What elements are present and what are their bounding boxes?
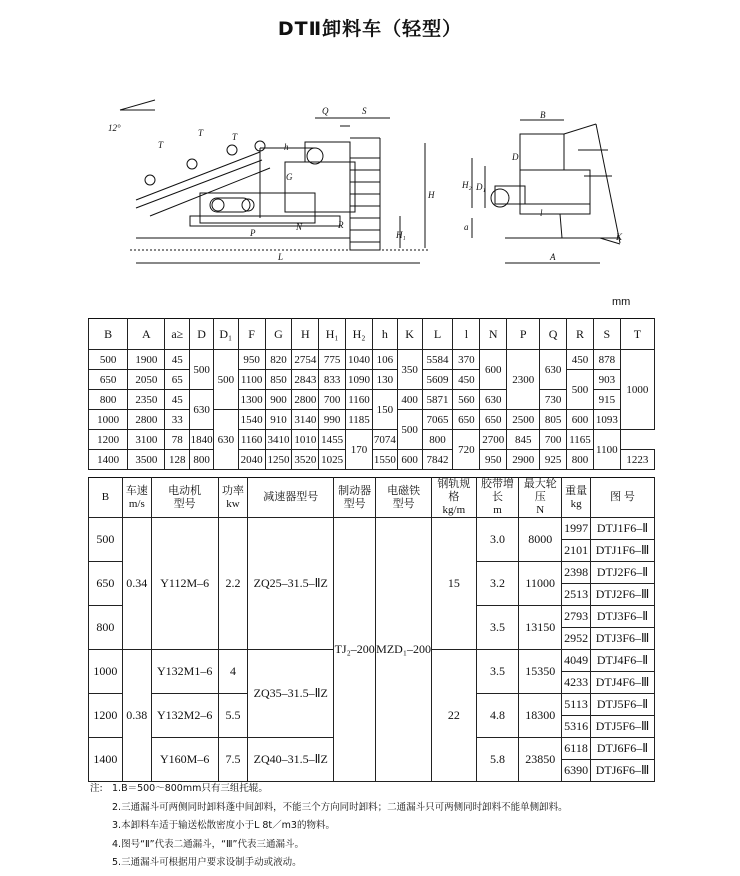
cell: 800 bbox=[89, 390, 128, 410]
table-header-row bbox=[89, 319, 655, 350]
cell: 500 bbox=[567, 370, 594, 410]
header-wheel bbox=[519, 478, 562, 518]
header-N: N bbox=[480, 319, 507, 350]
label-D1: D₁ bbox=[476, 182, 486, 192]
cell: 450 bbox=[453, 370, 480, 390]
label-B: B bbox=[540, 110, 546, 120]
cell: 2.2 bbox=[218, 518, 248, 650]
cell: DTJ2F6–Ⅱ bbox=[591, 562, 655, 584]
side-view-drawing bbox=[120, 100, 620, 263]
header-L: L bbox=[422, 319, 453, 350]
cell: 630 bbox=[190, 390, 214, 430]
header-rail-text: 钢轨规格 kg/m bbox=[437, 478, 471, 516]
cell: 5609 bbox=[422, 370, 453, 390]
cell: 1000 bbox=[89, 410, 128, 430]
label-L: L bbox=[278, 252, 284, 262]
cell: DTJ1F6–Ⅱ bbox=[591, 518, 655, 540]
label-N: N bbox=[296, 222, 303, 232]
cell: 950 bbox=[480, 450, 507, 470]
header-H2: H₂ bbox=[346, 319, 373, 350]
cell: 3520 bbox=[292, 450, 319, 470]
cell: 7842 bbox=[422, 450, 453, 470]
cell: Y132M1–6 bbox=[151, 650, 218, 694]
cell: 2300 bbox=[507, 350, 540, 410]
cell: 800 bbox=[422, 430, 453, 450]
cell: 850 bbox=[265, 370, 292, 390]
header-drawing-no: 图 号 bbox=[591, 478, 655, 518]
cell: 2050 bbox=[128, 370, 165, 390]
note-item: 5.三通漏斗可根据用户要求设制手动或液动。 bbox=[112, 857, 302, 868]
header-B: B bbox=[89, 319, 128, 350]
cell: 600 bbox=[480, 350, 507, 390]
cell: DTJ5F6–Ⅲ bbox=[591, 716, 655, 738]
cell: 700 bbox=[540, 430, 567, 450]
cell: 1010 bbox=[292, 430, 319, 450]
page-title: DTⅡ卸料车（轻型） bbox=[277, 18, 463, 40]
cell: 130 bbox=[372, 370, 397, 390]
cell: 990 bbox=[319, 410, 346, 430]
cell: 1540 bbox=[238, 410, 265, 430]
header-a: a≥ bbox=[165, 319, 190, 350]
header-T: T bbox=[620, 319, 654, 350]
cell: 2800 bbox=[292, 390, 319, 410]
cell: 6118 bbox=[562, 738, 591, 760]
header-D1: D₁ bbox=[213, 319, 238, 350]
cell: TJ₂–200 bbox=[334, 518, 376, 782]
note-item: 3.本卸料车适于输送松散密度小于L 8t／m3的物料。 bbox=[112, 820, 335, 831]
label-P: P bbox=[250, 228, 256, 238]
cell: 5316 bbox=[562, 716, 591, 738]
cell: 65 bbox=[165, 370, 190, 390]
header-power bbox=[218, 478, 248, 518]
cell: ZQ35–31.5–ⅡZ bbox=[248, 650, 334, 738]
header-F: F bbox=[238, 319, 265, 350]
cell: DTJ3F6–Ⅱ bbox=[591, 606, 655, 628]
cell: 0.38 bbox=[122, 650, 151, 782]
label-S: S bbox=[362, 106, 367, 116]
cell: 2398 bbox=[562, 562, 591, 584]
cell: DTJ1F6–Ⅲ bbox=[591, 540, 655, 562]
cell: 630 bbox=[540, 350, 567, 390]
cell: 6390 bbox=[562, 760, 591, 782]
cell: 7074 bbox=[372, 430, 397, 450]
cell: 7065 bbox=[422, 410, 453, 430]
header-belt bbox=[476, 478, 519, 518]
cell: 1000 bbox=[620, 350, 654, 430]
header-reducer: 减速器型号 bbox=[248, 478, 334, 518]
label-D: D bbox=[512, 152, 519, 162]
cell: 23850 bbox=[519, 738, 562, 782]
label-T2: T bbox=[198, 128, 204, 138]
cell: 1997 bbox=[562, 518, 591, 540]
cell: 7.5 bbox=[218, 738, 248, 782]
header-rail bbox=[432, 478, 477, 518]
cell: 2843 bbox=[292, 370, 319, 390]
cell: 800 bbox=[190, 450, 214, 470]
cell: 1093 bbox=[593, 410, 620, 430]
cell: 400 bbox=[397, 390, 422, 410]
label-H2: H₂ bbox=[462, 180, 472, 190]
cell: 800 bbox=[567, 450, 594, 470]
cell: 1185 bbox=[346, 410, 373, 430]
header-wheel-text: 最大轮压 N bbox=[523, 478, 557, 516]
cell: 4.8 bbox=[476, 694, 519, 738]
cell: DTJ6F6–Ⅱ bbox=[591, 738, 655, 760]
cell: 2500 bbox=[507, 410, 540, 430]
cell: 1200 bbox=[89, 430, 128, 450]
cell: 1100 bbox=[593, 430, 620, 470]
header-weight-text: 重量 kg bbox=[565, 484, 588, 510]
cell: 45 bbox=[165, 350, 190, 370]
cell: 3.2 bbox=[476, 562, 519, 606]
label-h: h bbox=[284, 142, 289, 152]
header-D: D bbox=[190, 319, 214, 350]
header-A: A bbox=[128, 319, 165, 350]
cell: DTJ5F6–Ⅱ bbox=[591, 694, 655, 716]
header-S: S bbox=[593, 319, 620, 350]
cell: 370 bbox=[453, 350, 480, 370]
cell: 18300 bbox=[519, 694, 562, 738]
cell: 45 bbox=[165, 390, 190, 410]
cell: Y160M–6 bbox=[151, 738, 218, 782]
cell: 5113 bbox=[562, 694, 591, 716]
cell: 128 bbox=[165, 450, 190, 470]
cell: 3100 bbox=[128, 430, 165, 450]
cell: 3.0 bbox=[476, 518, 519, 562]
cell: DTJ4F6–Ⅲ bbox=[591, 672, 655, 694]
cell: 4233 bbox=[562, 672, 591, 694]
cell: 5584 bbox=[422, 350, 453, 370]
note-item: 2.三通漏斗可两侧同时卸料蓬中间卸料，不能三个方向同时卸料；二通漏斗只可两侧同时卸料不能单侧卸料。 bbox=[112, 801, 568, 813]
header-motor-text: 电动机 型号 bbox=[168, 484, 202, 510]
label-K: K bbox=[616, 232, 623, 242]
cell: 33 bbox=[165, 410, 190, 430]
cell: 2900 bbox=[507, 450, 540, 470]
cell: DTJ3F6–Ⅲ bbox=[591, 628, 655, 650]
cell: 925 bbox=[540, 450, 567, 470]
cell: 820 bbox=[265, 350, 292, 370]
note-line bbox=[90, 817, 730, 836]
cell: 3.5 bbox=[476, 606, 519, 650]
cell: 1160 bbox=[238, 430, 265, 450]
cell: 1090 bbox=[346, 370, 373, 390]
cell: 2040 bbox=[238, 450, 265, 470]
label-angle: 12° bbox=[108, 123, 121, 133]
header-P: P bbox=[507, 319, 540, 350]
cell: 500 bbox=[89, 350, 128, 370]
table-row bbox=[89, 518, 655, 540]
header-Q: Q bbox=[540, 319, 567, 350]
cell: 4 bbox=[218, 650, 248, 694]
cell: 900 bbox=[265, 390, 292, 410]
unit-label: mm bbox=[612, 296, 631, 308]
cell: 650 bbox=[453, 410, 480, 430]
spec-table bbox=[88, 477, 655, 782]
cell: 3410 bbox=[265, 430, 292, 450]
cell: 560 bbox=[453, 390, 480, 410]
cell: Y112M–6 bbox=[151, 518, 218, 650]
cell: 5871 bbox=[422, 390, 453, 410]
table-row bbox=[89, 450, 655, 470]
cell: 11000 bbox=[519, 562, 562, 606]
notes bbox=[90, 780, 730, 873]
note-item: 1.B＝500～800mm只有三组托辊。 bbox=[112, 783, 268, 794]
cell: 1223 bbox=[620, 450, 654, 470]
cell: 22 bbox=[432, 650, 477, 782]
cell: 1200 bbox=[89, 694, 123, 738]
cell: 78 bbox=[165, 430, 190, 450]
cell: 1840 bbox=[190, 430, 214, 450]
cell: 3.5 bbox=[476, 650, 519, 694]
label-A: A bbox=[550, 252, 556, 262]
cell: 1900 bbox=[128, 350, 165, 370]
cell: ZQ25–31.5–ⅡZ bbox=[248, 518, 334, 650]
cell: Y132M2–6 bbox=[151, 694, 218, 738]
header-speed bbox=[122, 478, 151, 518]
cell: 650 bbox=[89, 370, 128, 390]
cell: 2793 bbox=[562, 606, 591, 628]
label-T1: T bbox=[158, 140, 164, 150]
cell: 15 bbox=[432, 518, 477, 650]
label-H1: H₁ bbox=[396, 230, 406, 240]
cell: 720 bbox=[453, 430, 480, 470]
header-H: H bbox=[292, 319, 319, 350]
dimension-table bbox=[88, 318, 655, 470]
header-weight bbox=[562, 478, 591, 518]
header-magnet-text: 电磁铁 型号 bbox=[387, 484, 421, 510]
cell: 878 bbox=[593, 350, 620, 370]
cell: 600 bbox=[567, 410, 594, 430]
cell: 730 bbox=[540, 390, 567, 410]
header-magnet bbox=[376, 478, 432, 518]
cell: DTJ2F6–Ⅲ bbox=[591, 584, 655, 606]
header-R: R bbox=[567, 319, 594, 350]
cell: 106 bbox=[372, 350, 397, 370]
cell: 2952 bbox=[562, 628, 591, 650]
cell: 650 bbox=[480, 410, 507, 430]
header-power-text: 功率 kw bbox=[221, 484, 244, 510]
cell: 1165 bbox=[567, 430, 594, 450]
header-G: G bbox=[265, 319, 292, 350]
cell: 2700 bbox=[480, 430, 507, 450]
cell: 1550 bbox=[372, 450, 397, 470]
cell: 2513 bbox=[562, 584, 591, 606]
header-belt-text: 胶带增长 m bbox=[481, 478, 514, 516]
cell: 950 bbox=[238, 350, 265, 370]
header-motor bbox=[151, 478, 218, 518]
cell: 775 bbox=[319, 350, 346, 370]
tripper-drawing bbox=[100, 98, 640, 284]
cell: 903 bbox=[593, 370, 620, 390]
note-line bbox=[90, 780, 730, 799]
cell: 3140 bbox=[292, 410, 319, 430]
cell: 8000 bbox=[519, 518, 562, 562]
cell: 650 bbox=[89, 562, 123, 606]
cell: DTJ6F6–Ⅲ bbox=[591, 760, 655, 782]
notes-prefix: 注: bbox=[90, 783, 103, 794]
cell: 600 bbox=[397, 450, 422, 470]
cell: DTJ4F6–Ⅱ bbox=[591, 650, 655, 672]
label-H: H bbox=[428, 190, 435, 200]
header-H1: H₁ bbox=[319, 319, 346, 350]
cell: 2800 bbox=[128, 410, 165, 430]
cell: 1160 bbox=[346, 390, 373, 410]
cell: ZQ40–31.5–ⅡZ bbox=[248, 738, 334, 782]
cell: 2101 bbox=[562, 540, 591, 562]
cell: 1250 bbox=[265, 450, 292, 470]
cell: 630 bbox=[213, 410, 238, 470]
cell: 170 bbox=[346, 430, 373, 470]
cell: 2754 bbox=[292, 350, 319, 370]
cell: 910 bbox=[265, 410, 292, 430]
table-row bbox=[89, 410, 655, 430]
cell: 915 bbox=[593, 390, 620, 410]
cell: 833 bbox=[319, 370, 346, 390]
cell: 150 bbox=[372, 390, 397, 430]
cell: 450 bbox=[567, 350, 594, 370]
cell: 500 bbox=[190, 350, 214, 390]
cell: 350 bbox=[397, 350, 422, 390]
label-l: l bbox=[540, 208, 543, 218]
note-item: 4.图号“Ⅱ”代表二通漏斗，“Ⅲ”代表三通漏斗。 bbox=[112, 838, 304, 850]
cell: 500 bbox=[89, 518, 123, 562]
cell: 630 bbox=[480, 390, 507, 410]
drawing-labels bbox=[108, 106, 623, 262]
header-K: K bbox=[397, 319, 422, 350]
cell: 13150 bbox=[519, 606, 562, 650]
cell: 1025 bbox=[319, 450, 346, 470]
cell: 805 bbox=[540, 410, 567, 430]
label-T3: T bbox=[232, 132, 238, 142]
label-Q: Q bbox=[322, 106, 329, 116]
cell: 15350 bbox=[519, 650, 562, 694]
header-brake-text: 制动器 型号 bbox=[338, 484, 372, 510]
note-line bbox=[90, 854, 730, 873]
cell: 500 bbox=[397, 410, 422, 450]
cell: 800 bbox=[89, 606, 123, 650]
header-h: h bbox=[372, 319, 397, 350]
cell: 1400 bbox=[89, 450, 128, 470]
cell: 5.8 bbox=[476, 738, 519, 782]
label-a: a bbox=[464, 222, 469, 232]
header-l: l bbox=[453, 319, 480, 350]
header-brake bbox=[334, 478, 376, 518]
label-G: G bbox=[286, 172, 293, 182]
header-B: B bbox=[89, 478, 123, 518]
cell: 5.5 bbox=[218, 694, 248, 738]
cell: 0.34 bbox=[122, 518, 151, 650]
cell: 4049 bbox=[562, 650, 591, 672]
cell: 1455 bbox=[319, 430, 346, 450]
label-R: R bbox=[338, 220, 344, 230]
table-row bbox=[89, 350, 655, 370]
cell: 1400 bbox=[89, 738, 123, 782]
cell: 845 bbox=[507, 430, 540, 450]
table-row bbox=[89, 430, 655, 450]
cell: 1000 bbox=[89, 650, 123, 694]
note-line bbox=[90, 836, 730, 855]
cell: 1300 bbox=[238, 390, 265, 410]
header-speed-text: 车速 m/s bbox=[125, 484, 148, 510]
cell: 700 bbox=[319, 390, 346, 410]
table-row bbox=[89, 370, 655, 390]
cell: 3500 bbox=[128, 450, 165, 470]
cell: 1100 bbox=[238, 370, 265, 390]
cell: 500 bbox=[213, 350, 238, 410]
cell: MZD₁–200 bbox=[376, 518, 432, 782]
table-header-row bbox=[89, 478, 655, 518]
note-line bbox=[90, 799, 730, 818]
cell: 2350 bbox=[128, 390, 165, 410]
cell: 1040 bbox=[346, 350, 373, 370]
